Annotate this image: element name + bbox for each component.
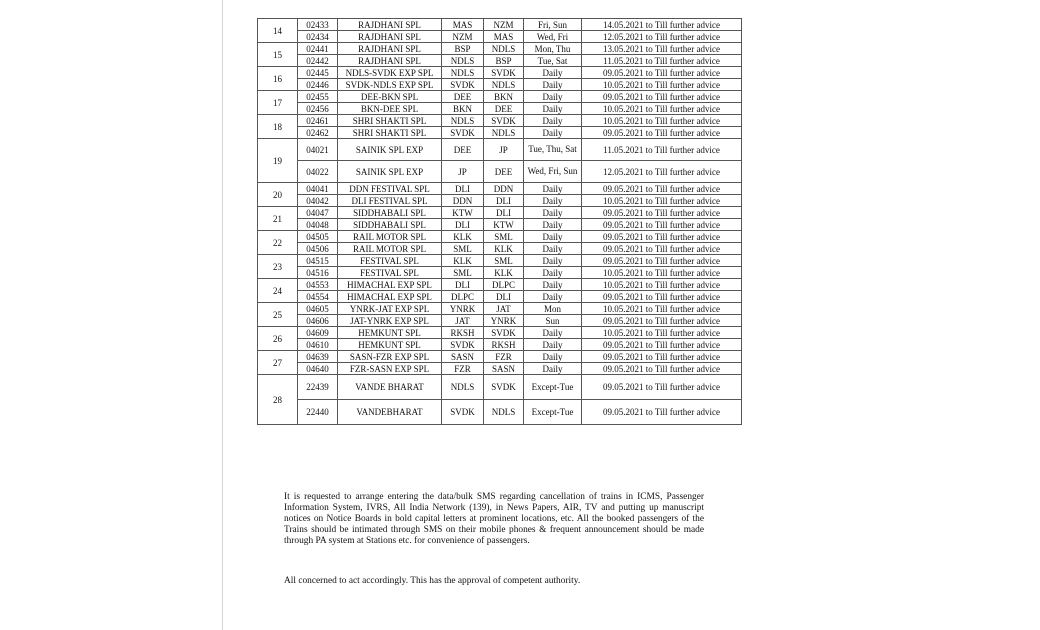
days-cell: Daily [524,91,582,103]
to-station-cell: DLI [484,207,524,219]
days-cell: Daily [524,231,582,243]
to-station-cell: SVDK [484,115,524,127]
train-number-cell: 02461 [298,115,338,127]
days-cell: Tue, Sat [524,55,582,67]
period-cell: 09.05.2021 to Till further advice [582,291,742,303]
to-station-cell: KTW [484,219,524,231]
period-cell: 09.05.2021 to Till further advice [582,207,742,219]
train-name-cell: DEE-BKN SPL [338,91,442,103]
from-station-cell: SASN [442,351,484,363]
from-station-cell: DLI [442,183,484,195]
train-name-cell: SIDDHABALI SPL [338,207,442,219]
serial-number-cell: 16 [258,67,298,91]
to-station-cell: JAT [484,303,524,315]
period-cell: 09.05.2021 to Till further advice [582,351,742,363]
table-row [258,55,742,67]
train-number-cell: 22439 [298,375,338,400]
from-station-cell: SML [442,243,484,255]
from-station-cell: JP [442,161,484,183]
table-row [258,115,742,127]
from-station-cell: NDLS [442,67,484,79]
table-row [258,79,742,91]
days-cell: Sun [524,315,582,327]
table-row [258,91,742,103]
table-row [258,103,742,115]
period-cell: 09.05.2021 to Till further advice [582,315,742,327]
train-number-cell: 04516 [298,267,338,279]
serial-number-cell: 19 [258,139,298,183]
train-name-cell: SAINIK SPL EXP [338,139,442,161]
table-row [258,327,742,339]
table-row [258,400,742,425]
from-station-cell: DDN [442,195,484,207]
train-name-cell: SAINIK SPL EXP [338,161,442,183]
train-number-cell: 04609 [298,327,338,339]
train-name-cell: JAT-YNRK EXP SPL [338,315,442,327]
from-station-cell: DEE [442,139,484,161]
train-name-cell: HIMACHAL EXP SPL [338,279,442,291]
days-cell: Daily [524,195,582,207]
days-cell: Tue, Thu, Sat [524,139,582,161]
train-table-body [258,19,742,425]
table-row [258,195,742,207]
days-cell: Daily [524,207,582,219]
days-cell: Daily [524,183,582,195]
table-row [258,351,742,363]
table-row [258,19,742,31]
to-station-cell: RKSH [484,339,524,351]
days-cell: Daily [524,291,582,303]
days-cell: Daily [524,327,582,339]
table-row [258,219,742,231]
to-station-cell: SVDK [484,327,524,339]
train-name-cell: SHRI SHAKTI SPL [338,127,442,139]
train-name-cell: BKN-DEE SPL [338,103,442,115]
period-cell: 09.05.2021 to Till further advice [582,183,742,195]
table-row [258,255,742,267]
train-number-cell: 02456 [298,103,338,115]
period-cell: 09.05.2021 to Till further advice [582,255,742,267]
train-name-cell: SHRI SHAKTI SPL [338,115,442,127]
serial-number-cell: 14 [258,19,298,43]
period-cell: 09.05.2021 to Till further advice [582,339,742,351]
to-station-cell: NDLS [484,127,524,139]
from-station-cell: SML [442,267,484,279]
train-name-cell: NDLS-SVDK EXP SPL [338,67,442,79]
train-number-cell: 02462 [298,127,338,139]
table-row [258,363,742,375]
train-schedule-table [257,18,742,425]
days-cell: Daily [524,79,582,91]
period-cell: 14.05.2021 to Till further advice [582,19,742,31]
to-station-cell: BKN [484,91,524,103]
table-row [258,279,742,291]
table-row [258,243,742,255]
table-row [258,267,742,279]
from-station-cell: DLI [442,219,484,231]
to-station-cell: DEE [484,161,524,183]
train-name-cell: FESTIVAL SPL [338,255,442,267]
train-number-cell: 04022 [298,161,338,183]
train-number-cell: 04515 [298,255,338,267]
from-station-cell: NDLS [442,115,484,127]
serial-number-cell: 20 [258,183,298,207]
period-cell: 11.05.2021 to Till further advice [582,139,742,161]
train-name-cell: SVDK-NDLS EXP SPL [338,79,442,91]
train-number-cell: 04605 [298,303,338,315]
days-cell: Fri, Sun [524,19,582,31]
from-station-cell: NDLS [442,375,484,400]
period-cell: 13.05.2021 to Till further advice [582,43,742,55]
train-number-cell: 02433 [298,19,338,31]
serial-number-cell: 24 [258,279,298,303]
from-station-cell: KTW [442,207,484,219]
from-station-cell: BKN [442,103,484,115]
table-row [258,303,742,315]
from-station-cell: YNRK [442,303,484,315]
to-station-cell: SVDK [484,375,524,400]
from-station-cell: MAS [442,19,484,31]
serial-number-cell: 18 [258,115,298,139]
period-cell: 10.05.2021 to Till further advice [582,103,742,115]
days-cell: Daily [524,127,582,139]
period-cell: 09.05.2021 to Till further advice [582,363,742,375]
train-number-cell: 04047 [298,207,338,219]
train-name-cell: RAJDHANI SPL [338,19,442,31]
serial-number-cell: 23 [258,255,298,279]
table-row [258,127,742,139]
train-name-cell: DLI FESTIVAL SPL [338,195,442,207]
to-station-cell: BSP [484,55,524,67]
to-station-cell: DDN [484,183,524,195]
to-station-cell: MAS [484,31,524,43]
train-number-cell: 02445 [298,67,338,79]
period-cell: 09.05.2021 to Till further advice [582,67,742,79]
table-row [258,67,742,79]
from-station-cell: SVDK [442,79,484,91]
serial-number-cell: 15 [258,43,298,67]
days-cell: Daily [524,351,582,363]
to-station-cell: DEE [484,103,524,115]
train-number-cell: 04639 [298,351,338,363]
period-cell: 12.05.2021 to Till further advice [582,161,742,183]
period-cell: 09.05.2021 to Till further advice [582,243,742,255]
to-station-cell: DLI [484,291,524,303]
train-name-cell: YNRK-JAT EXP SPL [338,303,442,315]
period-cell: 10.05.2021 to Till further advice [582,115,742,127]
train-number-cell: 02446 [298,79,338,91]
train-name-cell: FZR-SASN EXP SPL [338,363,442,375]
to-station-cell: KLK [484,267,524,279]
table-row [258,231,742,243]
approval-paragraph: All concerned to act accordingly. This has the approval of competent authority. [284,576,581,586]
train-name-cell: FESTIVAL SPL [338,267,442,279]
from-station-cell: FZR [442,363,484,375]
train-number-cell: 04048 [298,219,338,231]
train-number-cell: 04506 [298,243,338,255]
train-name-cell: VANDEBHARAT [338,400,442,425]
from-station-cell: SVDK [442,127,484,139]
train-number-cell: 04606 [298,315,338,327]
to-station-cell: SVDK [484,67,524,79]
days-cell: Daily [524,115,582,127]
train-name-cell: RAJDHANI SPL [338,55,442,67]
to-station-cell: DLI [484,195,524,207]
days-cell: Mon [524,303,582,315]
table-row [258,139,742,161]
train-name-cell: SIDDHABALI SPL [338,219,442,231]
from-station-cell: SVDK [442,400,484,425]
train-number-cell: 04640 [298,363,338,375]
table-row [258,207,742,219]
days-cell: Daily [524,67,582,79]
to-station-cell: KLK [484,243,524,255]
train-name-cell: RAJDHANI SPL [338,31,442,43]
train-name-cell: DDN FESTIVAL SPL [338,183,442,195]
table-row [258,339,742,351]
train-name-cell: HEMKUNT SPL [338,327,442,339]
from-station-cell: DEE [442,91,484,103]
table-row [258,291,742,303]
train-name-cell: HEMKUNT SPL [338,339,442,351]
days-cell: Daily [524,103,582,115]
to-station-cell: DLPC [484,279,524,291]
from-station-cell: DLPC [442,291,484,303]
from-station-cell: BSP [442,43,484,55]
to-station-cell: YNRK [484,315,524,327]
period-cell: 10.05.2021 to Till further advice [582,267,742,279]
to-station-cell: NDLS [484,79,524,91]
train-number-cell: 02442 [298,55,338,67]
train-number-cell: 02434 [298,31,338,43]
instruction-paragraph: It is requested to arrange entering the data/bulk SMS regarding cancellation of trains in ICMS, Passenger Information System, IVRS, All India Network (139), in News Papers, AIR, TV and putting up manuscript notices on Notice Boards in bold capital letters at prominent locations, etc. All the booked passengers of the Trains should be intimated through SMS on their mobile phones & frequent announcement should be made through PA system at Stations etc. for convenience of passengers. [284,492,704,546]
from-station-cell: SVDK [442,339,484,351]
train-name-cell: HIMACHAL EXP SPL [338,291,442,303]
from-station-cell: DLI [442,279,484,291]
to-station-cell: FZR [484,351,524,363]
serial-number-cell: 28 [258,375,298,425]
period-cell: 09.05.2021 to Till further advice [582,219,742,231]
serial-number-cell: 27 [258,351,298,375]
days-cell: Wed, Fri, Sun [524,161,582,183]
table-row [258,183,742,195]
from-station-cell: KLK [442,255,484,267]
days-cell: Except-Tue [524,375,582,400]
period-cell: 12.05.2021 to Till further advice [582,31,742,43]
train-number-cell: 04042 [298,195,338,207]
train-number-cell: 04554 [298,291,338,303]
period-cell: 09.05.2021 to Till further advice [582,127,742,139]
train-number-cell: 22440 [298,400,338,425]
to-station-cell: NDLS [484,43,524,55]
period-cell: 10.05.2021 to Till further advice [582,279,742,291]
serial-number-cell: 21 [258,207,298,231]
train-number-cell: 02455 [298,91,338,103]
from-station-cell: RKSH [442,327,484,339]
table-row [258,315,742,327]
train-number-cell: 04041 [298,183,338,195]
period-cell: 11.05.2021 to Till further advice [582,55,742,67]
days-cell: Daily [524,363,582,375]
table-row [258,375,742,400]
to-station-cell: SML [484,255,524,267]
train-number-cell: 02441 [298,43,338,55]
serial-number-cell: 22 [258,231,298,255]
period-cell: 09.05.2021 to Till further advice [582,375,742,400]
period-cell: 09.05.2021 to Till further advice [582,91,742,103]
period-cell: 09.05.2021 to Till further advice [582,231,742,243]
table-row [258,161,742,183]
days-cell: Daily [524,219,582,231]
days-cell: Daily [524,267,582,279]
days-cell: Daily [524,339,582,351]
days-cell: Mon, Thu [524,43,582,55]
train-number-cell: 04021 [298,139,338,161]
period-cell: 10.05.2021 to Till further advice [582,303,742,315]
table-row [258,31,742,43]
serial-number-cell: 26 [258,327,298,351]
page-left-margin-line [222,0,223,630]
to-station-cell: NZM [484,19,524,31]
serial-number-cell: 25 [258,303,298,327]
days-cell: Daily [524,255,582,267]
train-name-cell: RAIL MOTOR SPL [338,243,442,255]
days-cell: Except-Tue [524,400,582,425]
from-station-cell: NDLS [442,55,484,67]
days-cell: Daily [524,243,582,255]
period-cell: 10.05.2021 to Till further advice [582,79,742,91]
to-station-cell: SASN [484,363,524,375]
train-number-cell: 04505 [298,231,338,243]
from-station-cell: KLK [442,231,484,243]
table-row [258,43,742,55]
train-name-cell: VANDE BHARAT [338,375,442,400]
from-station-cell: JAT [442,315,484,327]
serial-number-cell: 17 [258,91,298,115]
period-cell: 10.05.2021 to Till further advice [582,327,742,339]
to-station-cell: JP [484,139,524,161]
train-name-cell: RAJDHANI SPL [338,43,442,55]
period-cell: 09.05.2021 to Till further advice [582,400,742,425]
period-cell: 10.05.2021 to Till further advice [582,195,742,207]
days-cell: Daily [524,279,582,291]
train-number-cell: 04553 [298,279,338,291]
train-name-cell: RAIL MOTOR SPL [338,231,442,243]
from-station-cell: NZM [442,31,484,43]
train-number-cell: 04610 [298,339,338,351]
to-station-cell: NDLS [484,400,524,425]
to-station-cell: SML [484,231,524,243]
train-name-cell: SASN-FZR EXP SPL [338,351,442,363]
days-cell: Wed, Fri [524,31,582,43]
